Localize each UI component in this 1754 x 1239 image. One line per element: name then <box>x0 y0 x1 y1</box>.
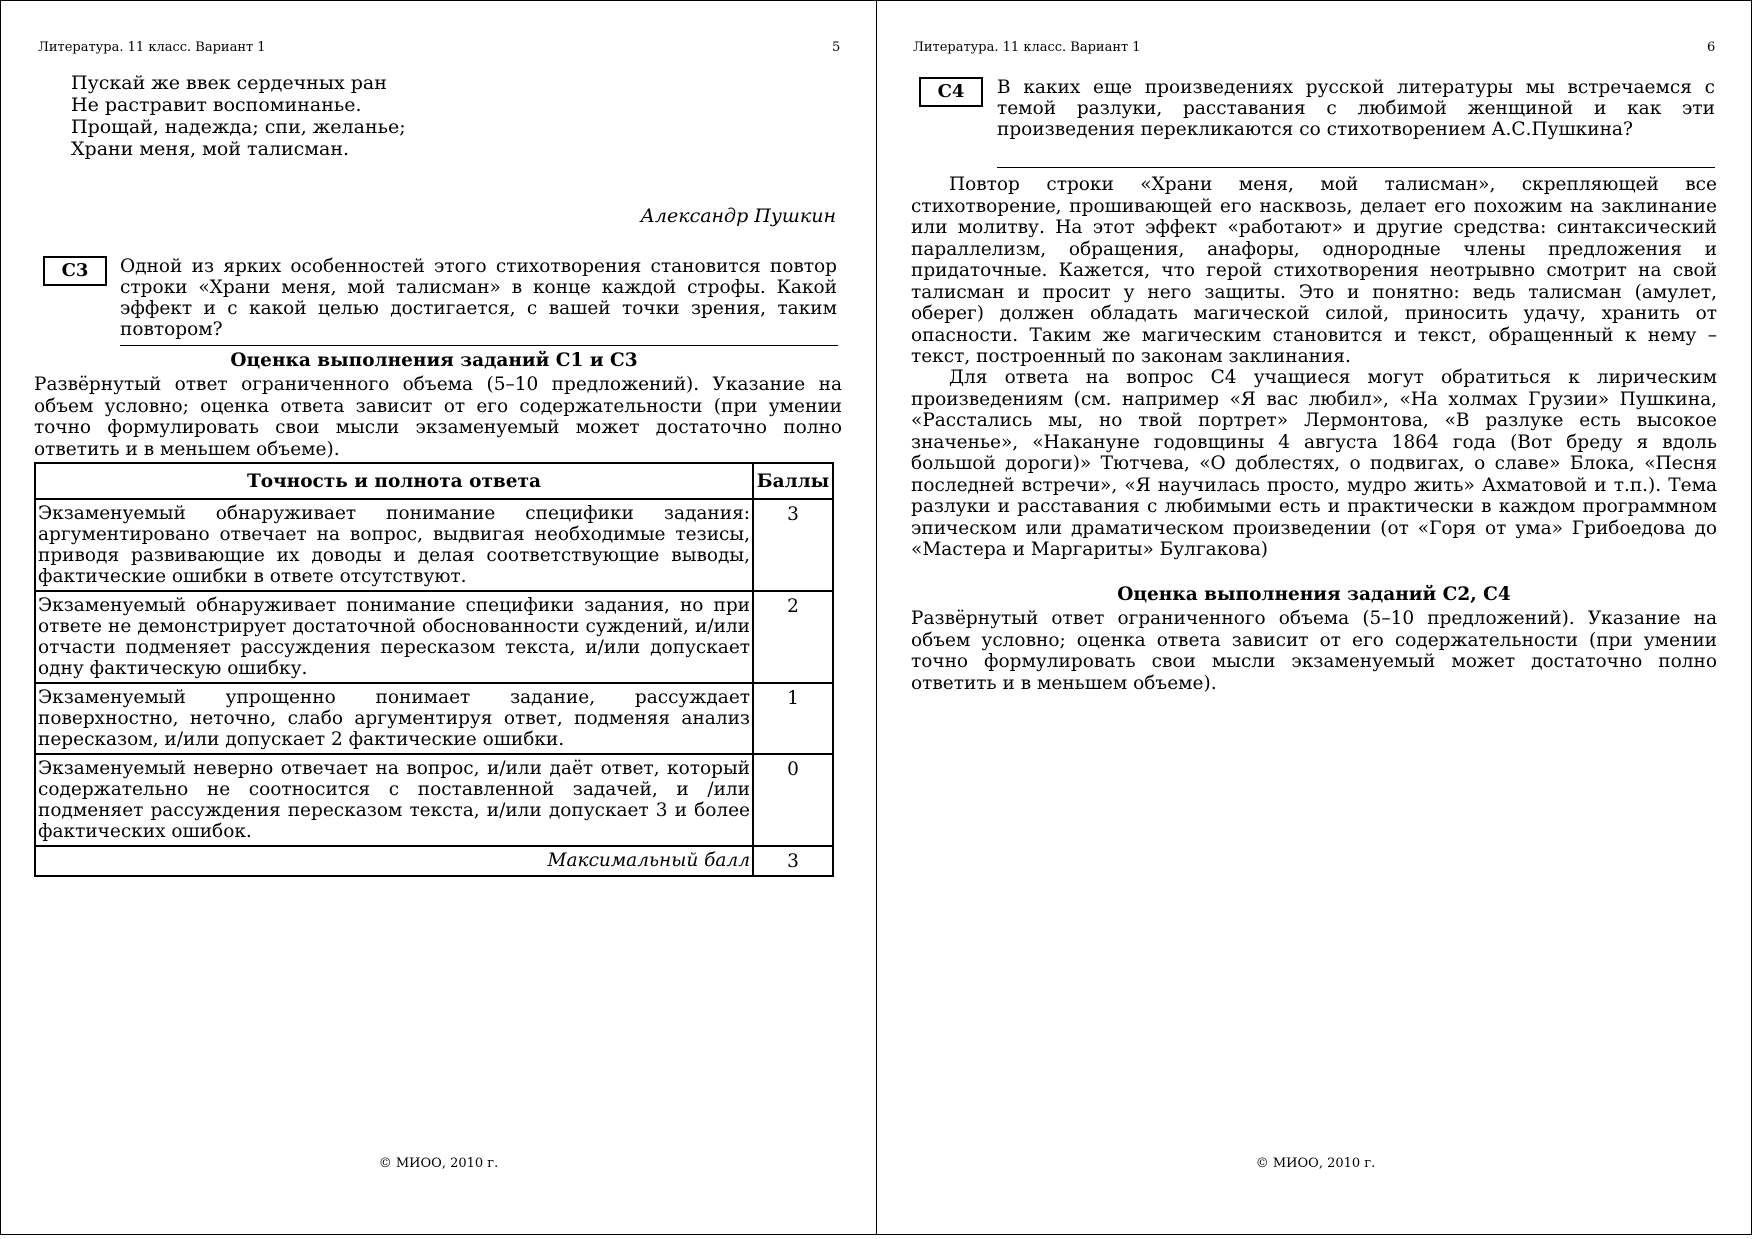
page-number: 6 <box>1707 40 1716 55</box>
question-label-c3: С3 <box>43 256 107 286</box>
points-cell: 3 <box>753 499 833 591</box>
poem-line: Прощай, надежда; спи, желанье; <box>71 116 406 138</box>
assessment-heading: Оценка выполнения заданий С2, С4 <box>1117 584 1511 605</box>
question-label-c4: С4 <box>919 77 983 107</box>
criteria-cell: Экзаменуемый неверно отвечает на вопрос, и/или даёт ответ, который содержательно не соотносится с поставленной задачей, и /или подменяет рассуждения пересказом текста, и/или допускает 3 и более фактических ошибок. <box>35 754 753 846</box>
criteria-cell: Экзаменуемый обнаруживает понимание специфики задания: аргументировано отвечает на вопрос, выдвигая необходимые тезисы, приводя развивающие их доводы и делая соответствующие выводы, фактические ошибки в ответе отсутствуют. <box>35 499 753 591</box>
points-cell: 2 <box>753 591 833 683</box>
page-footer: © МИОО, 2010 г. <box>1255 1156 1376 1171</box>
max-score-value: 3 <box>753 846 833 876</box>
poem-line: Не растравит воспоминанье. <box>71 94 362 116</box>
table-row <box>35 591 833 683</box>
answer-paragraph: Для ответа на вопрос С4 учащиеся могут обратиться к лирическим произведениям (см. например «Я вас любил», «На холмах Грузии» Пушкина, «Расстались мы, но твой портрет» Лермонтова, «В разлуке есть высокое значенье», «Накануне годовщины 4 августа 1864 года (Вот бреду я вдоль большой дороги)» Тютчева, «О доблестях, о подвигах, о славе» Блока, «Песня последней встречи», «Я научилась просто, мудро жить» Ахматовой и т.п.). Тема разлуки и расставания с любимыми есть и практически в каждом программном эпическом или драматическом произведении (от «Горя от ума» Грибоедова до «Мастера и Маргариты» Булгакова) <box>911 367 1717 560</box>
poem-author: Александр Пушкин <box>640 205 836 227</box>
max-score-label: Максимальный балл <box>35 846 753 876</box>
running-header: Литература. 11 класс. Вариант 1 <box>913 40 1141 55</box>
points-cell: 0 <box>753 754 833 846</box>
scoring-table <box>34 462 834 877</box>
assessment-heading: Оценка выполнения заданий С1 и С3 <box>230 350 638 371</box>
answer-line <box>997 167 1715 168</box>
points-cell: 1 <box>753 683 833 754</box>
criteria-cell: Экзаменуемый упрощенно понимает задание, рассуждает поверхностно, неточно, слабо аргументируя ответ, подменяя анализ пересказом, и/или допускает 2 фактические ошибки. <box>35 683 753 754</box>
table-header-row <box>35 463 833 499</box>
left-page <box>0 0 877 1235</box>
question-text-c4: В каких еще произведениях русской литературы мы встречаемся с темой разлуки, расставания с любимой женщиной и как эти произведения перекликаются со стихотворением А.С.Пушкина? <box>997 77 1715 140</box>
table-row <box>35 499 833 591</box>
poem-stanza <box>71 72 406 160</box>
poem-line: Храни меня, мой талисман. <box>71 138 350 160</box>
running-header: Литература. 11 класс. Вариант 1 <box>38 40 266 55</box>
poem-line: Пускай же ввек сердечных ран <box>71 72 387 94</box>
assessment-intro: Развёрнутый ответ ограниченного объема (5–10 предложений). Указание на объем условно; оценка ответа зависит от его содержательности (при умении точно формулировать свои мысли экзаменуемый может достаточно полно ответить и в меньшем объеме). <box>34 374 842 460</box>
right-page <box>877 0 1754 1235</box>
table-row <box>35 683 833 754</box>
question-text-c3: Одной из ярких особенностей этого стихотворения становится повтор строки «Храни меня, мой талисман» в конце каждой строфы. Какой эффект и с какой целью достигается, с вашей точки зрения, таким повтором? <box>120 256 837 340</box>
max-score-row <box>35 846 833 876</box>
page-number: 5 <box>832 40 841 55</box>
answer-line <box>120 345 838 346</box>
assessment-intro: Развёрнутый ответ ограниченного объема (5–10 предложений). Указание на объем условно; оценка ответа зависит от его содержательности (при умении точно формулировать свои мысли экзаменуемый может достаточно полно ответить и в меньшем объеме). <box>911 608 1717 694</box>
criteria-cell: Экзаменуемый обнаруживает понимание специфики задания, но при ответе не демонстрирует достаточной обоснованности суждений, и/или отчасти подменяет рассуждения пересказом текста, и/или допускает одну фактическую ошибку. <box>35 591 753 683</box>
table-row <box>35 754 833 846</box>
points-header: Баллы <box>753 463 833 499</box>
answer-paragraph: Повтор строки «Храни меня, мой талисман», скрепляющей все стихотворение, прошивающей его насквозь, делает его похожим на заклинание или молитву. На этот эффект «работают» и другие средства: синтаксический параллелизм, обращения, анафоры, однородные члены предложения и придаточные. Кажется, что герой стихотворения неотрывно смотрит на свой талисман и просит у него защиты. Это и понятно: ведь талисман (амулет, оберег) должен обладать магической силой, приносить удачу, хранить от опасности. Таким же магическим становится и текст, обращенный к нему – текст, построенный по законам заклинания. <box>911 174 1717 367</box>
criteria-header: Точность и полнота ответа <box>35 463 753 499</box>
page-footer: © МИОО, 2010 г. <box>378 1156 499 1171</box>
